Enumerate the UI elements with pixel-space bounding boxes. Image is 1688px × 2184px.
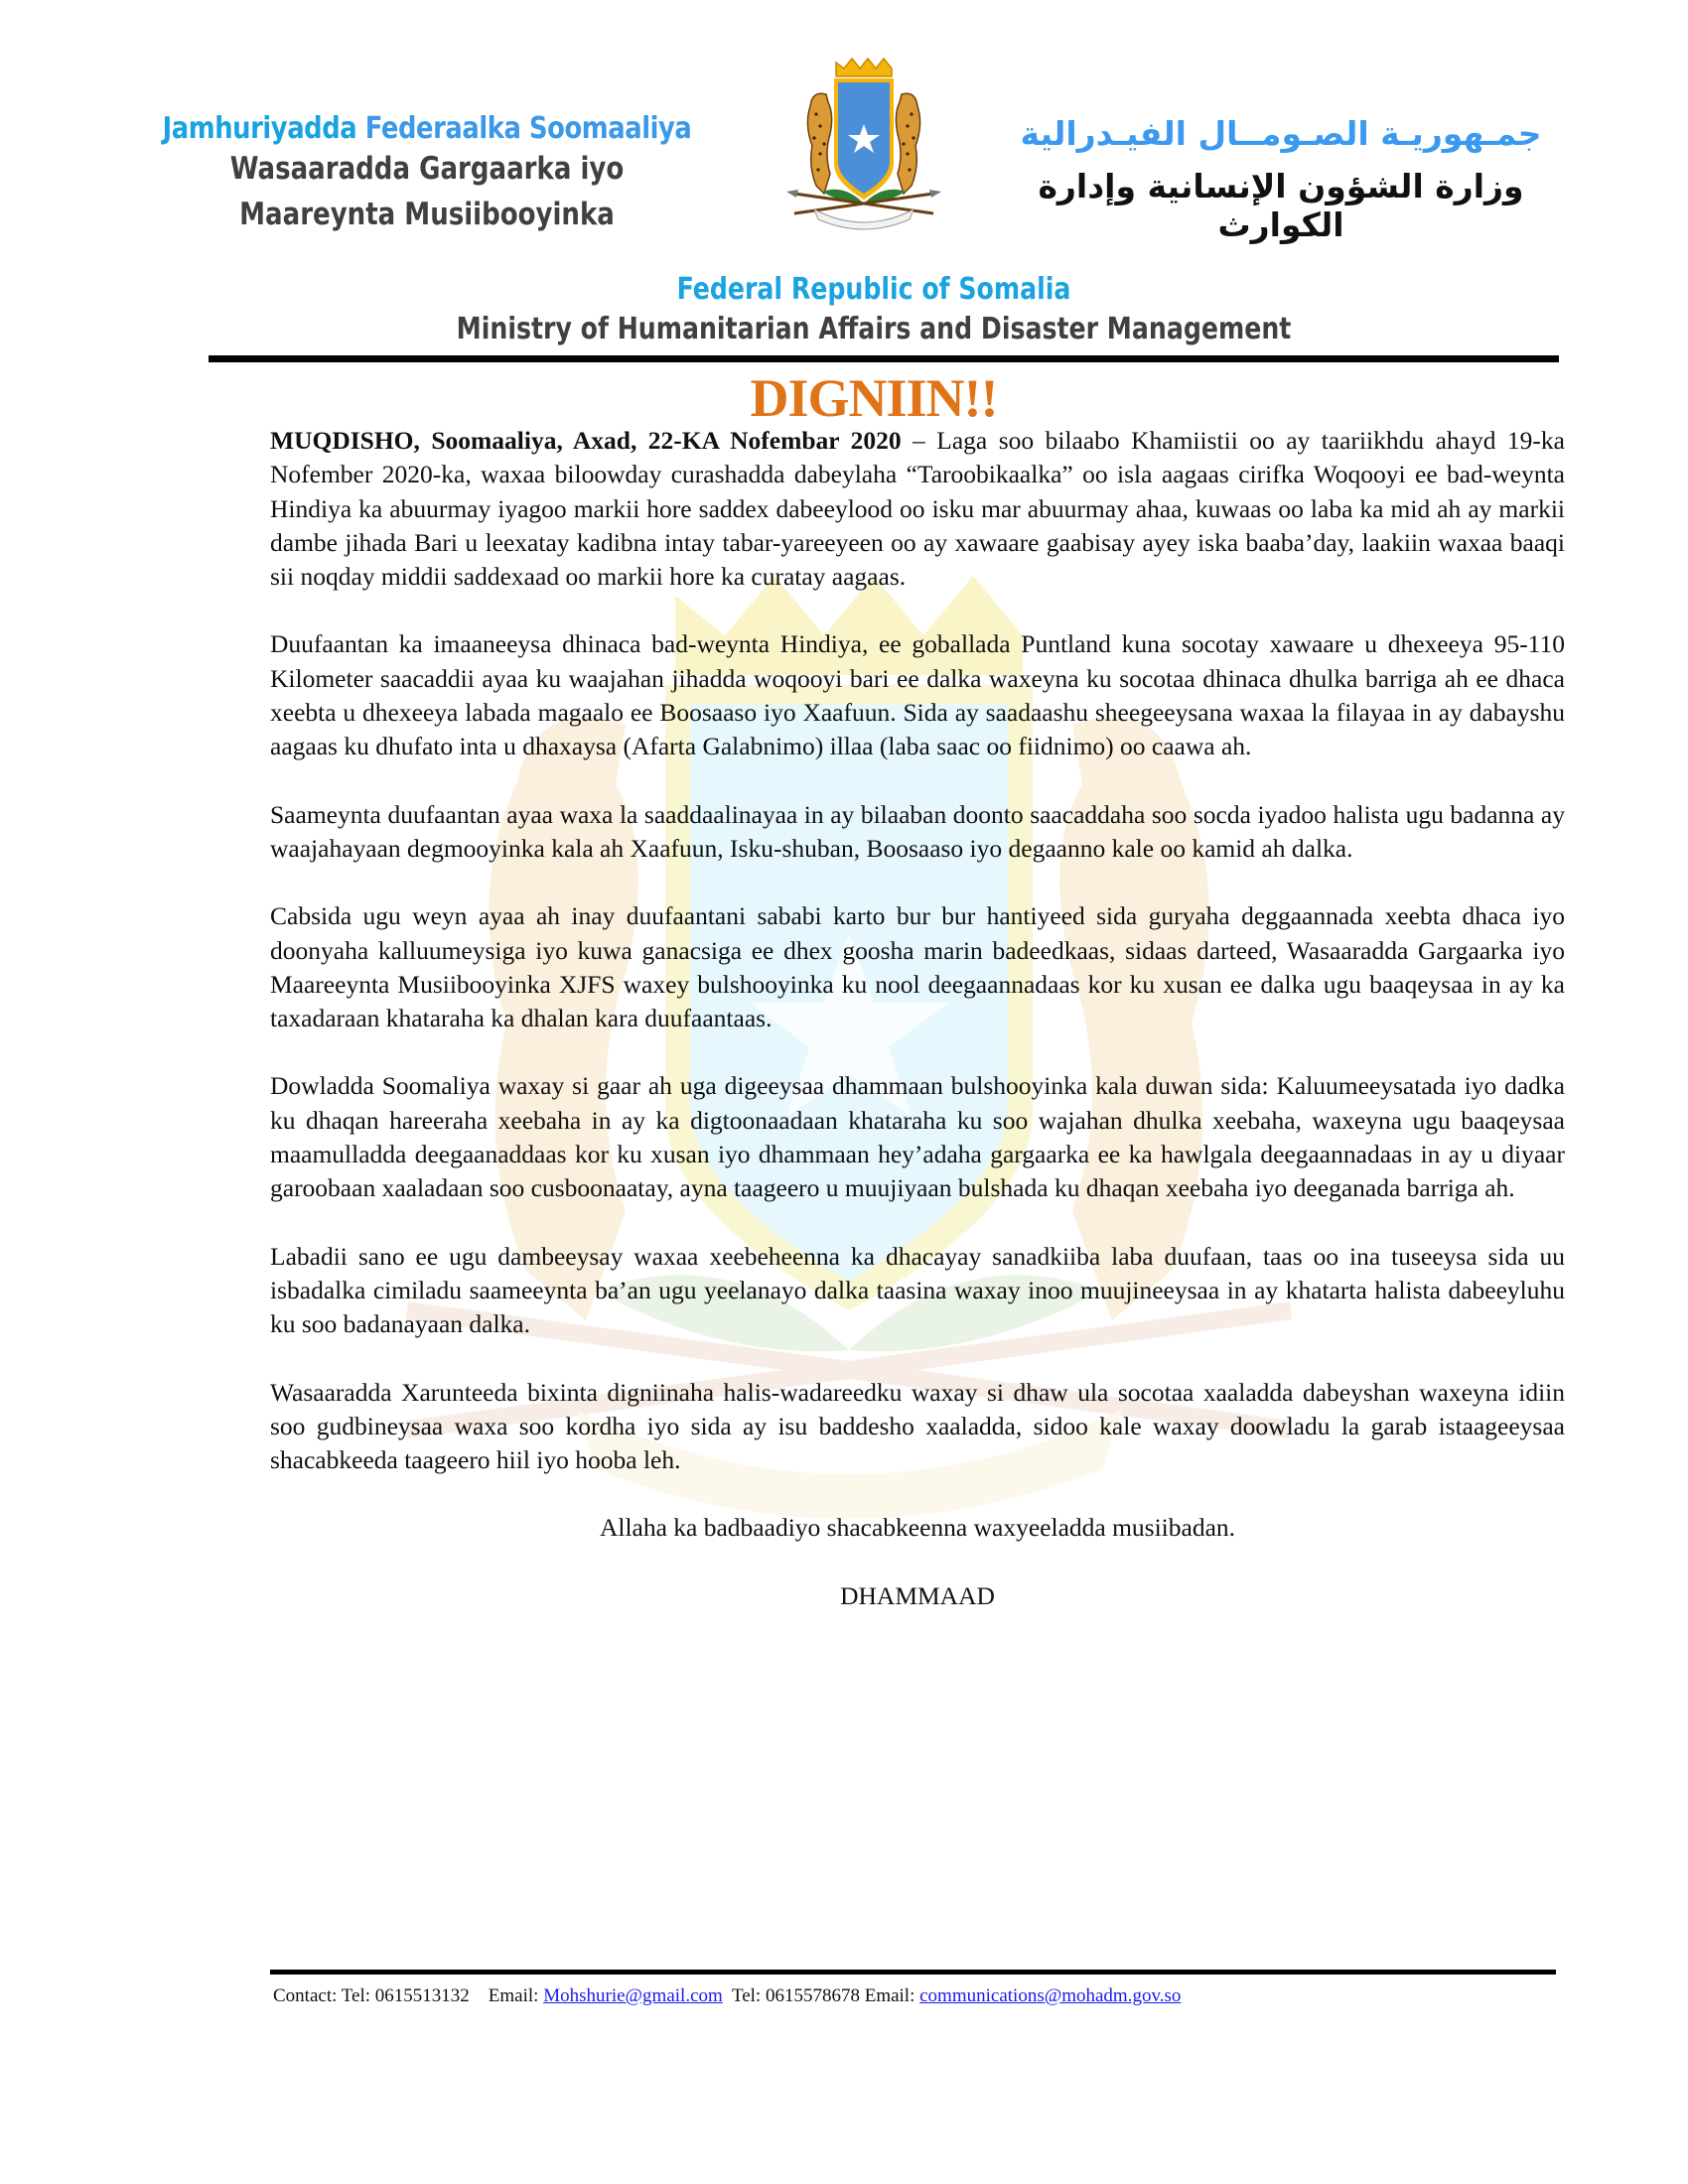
english-republic-title: Federal Republic of Somalia bbox=[676, 272, 1071, 307]
header-english bbox=[199, 270, 1549, 349]
closing-prayer: Allaha ka badbaadiyo shacabkeenna waxyeeladda musiibadan. bbox=[599, 1513, 1236, 1543]
paragraph-lead bbox=[270, 424, 1565, 594]
document-title: DIGNIIN!! bbox=[750, 368, 998, 428]
paragraph: Duufaantan ka imaaneeysa dhinaca bad-weynta Hindiya, ee goballada Puntland kuna socotay xawaare u dhexeeya 95-110 Kilometer saacaddii ayaa ku waajahan jihadda woqooyi bari ee dalka waxeyna ku socotaa dhinaca dhulka barriga ah ee dhaca xeebta u dhexeeya labada magaalo ee Boosaaso iyo Xaafuun. Sida ay saadaashu sheegeeysana waxaa la filayaa in ay dabayshu aagaas ku dhufato inta u dhaxaysa (Afarta Galabnimo) illaa (laba saac oo fiidnimo) oo caawa ah. bbox=[270, 629, 1565, 761]
email-link-1[interactable]: Mohshurie@gmail.com bbox=[543, 1985, 723, 2006]
paragraph: Dowladda Soomaliya waxay si gaar ah uga digeeysaa dhammaan bulshooyinka kala duwan sida: Kaluumeeysatada iyo dadka ku dhaqan hareeraha xeebaha in ay ka digtoonaadaan khataraha ku soo wajahan dhulka xeebaha, waxeyna ugu baaqeysaa maamulladda deegaanaddaas kor ku xusan iyo dhammaan hey’adaha gargaarka ee ka hawlgala deegaannadaas in ay u diyaar garoobaan xaaladaan soo cusboonaatay, ayna taageero u muujiyaan bulshada ku dhaqan xeebaha iyo deeganada barriga ah. bbox=[270, 1071, 1565, 1203]
somalia-coat-of-arms-icon bbox=[765, 55, 963, 233]
arabic-republic-title: جمـهوريـة الصـومــال الفيـدرالية bbox=[1020, 114, 1542, 153]
ribbon-shape bbox=[814, 209, 914, 229]
republic-word-1: Jamhuriyadda bbox=[162, 111, 357, 146]
paragraph: Cabsida ugu weyn ayaa ah inay duufaantani sababi karto bur bur hantiyeed sida guryaha deggaannada xeebta dhaca iyo doonyaha kalluumeysiga iyo kuwa ganacsiga ee dhex goosha marin badeedkaas, sidaas darteed, Wasaaradda Gargaarka iyo Maareeynta Musiibooyinka XJFS waxey bulshooyinka ku nool deegaannadaas kor ku xusan ee dalka ugu baaqeysaa in ay ka taxadaraan khataraha ka dhalan kara duufaantaas. bbox=[270, 901, 1565, 1033]
republic-word-2: Federaalka Soomaaliya bbox=[364, 111, 692, 146]
paragraph: Wasaaradda Xarunteeda bixinta digniinaha halis-wadareedku waxay si dhaw ula socotaa xaaladda dabeyshan waxeyna idiin soo gudbineysaa waxa soo kordha iyo sida ay isu baddesho xaaladda, sidoo kale waxay doowladu la garab istaageeysaa shacabkeeda taageero hiil iyo hooba leh. bbox=[270, 1377, 1565, 1475]
closing-end: DHAMMAAD bbox=[840, 1580, 995, 1610]
left-leopard-shape bbox=[807, 93, 831, 194]
english-ministry-title: Ministry of Humanitarian Affairs and Disaster Management bbox=[456, 312, 1292, 346]
dateline: MUQDISHO, Soomaaliya, Axad, 22-KA Nofembar 2020 bbox=[270, 426, 902, 455]
right-leopard-shape bbox=[896, 93, 919, 194]
footer-contact bbox=[273, 1985, 1564, 2007]
crown-shape bbox=[836, 59, 892, 76]
document-body bbox=[270, 424, 1565, 1647]
paragraph: Labadii sano ee ugu dambeeysay waxaa xeebeheenna ka dhacayay sanadkiiba laba duufaan, taas oo ina tuseeysa sida uu isbadalka cimiladu saameeynta ba’an ugu yeelanayo dalka taasina waxay inoo muujineeysaa in ay khatarta halista dabeeyluhu ku soo badanayaan dalka. bbox=[270, 1241, 1565, 1339]
somali-ministry-line-2: Maareynta Musiibooyinka bbox=[239, 197, 615, 232]
somali-republic-title bbox=[154, 111, 700, 146]
arabic-ministry-title: وزارة الشؤون الإنسانية وإدارة الكوارث bbox=[1038, 167, 1524, 244]
tel2-label: Tel: 0615578678 Email: bbox=[722, 1985, 920, 2006]
somali-ministry-line-1: Wasaaradda Gargaarka iyo bbox=[229, 151, 625, 187]
lead-text: – Laga soo bilaabo Khamiistii oo ay taariikhdu ahayd 19-ka Nofember 2020-ka, waxaa biloowday curashadda dabeylaha “Taroobikaalka” oo isla aagaas cirifka Woqooyi ee bad-weynta Hindiya ka abuurmay iyagoo markii hore saddex dabeeylood oo isku mar abuurmay ahaa, kuwaas oo laba ka mid ah ay markii dambe jihada Bari u leexatay kadibna intay tabar-yareeyeen oo ay xawaare gaabisay ayey iska baaba’day, laakiin waxaa baaqi sii noqday middii saddexaad oo markii hore ka curatay aagaas. bbox=[270, 426, 1565, 592]
email-link-2[interactable]: communications@mohadm.gov.so bbox=[919, 1985, 1182, 2006]
header-somali bbox=[109, 111, 745, 237]
footer-divider bbox=[270, 1970, 1556, 1975]
contact-label: Contact: Tel: 0615513132 Email: bbox=[273, 1985, 544, 2006]
header-arabic bbox=[993, 114, 1569, 244]
paragraph: Saameynta duufaantan ayaa waxa la saaddaalinayaa in ay bilaaban doonto saacaddaha soo socda iyadoo halista ugu badanna ay waajahayaan degmooyinka kala ah Xaafuun, Isku-shuban, Boosaaso iyo degaanno kale oo kamid ah dalka. bbox=[270, 799, 1565, 863]
header-divider bbox=[209, 355, 1559, 362]
